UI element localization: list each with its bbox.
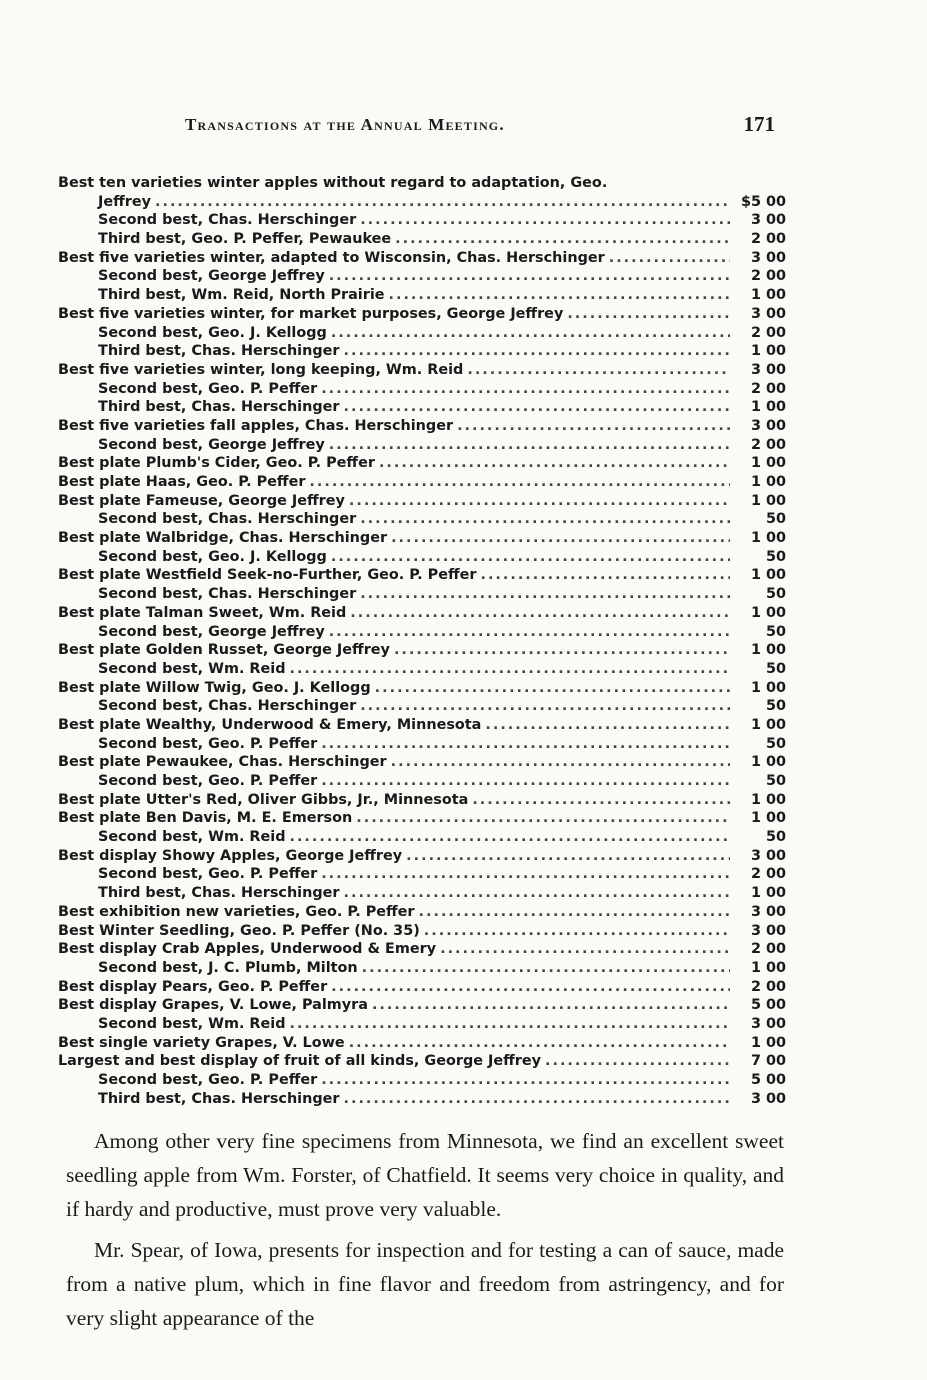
dot-leader [329, 436, 730, 455]
dot-leader [379, 454, 730, 473]
award-row [58, 809, 786, 828]
award-row [58, 398, 786, 417]
award-row [58, 529, 786, 548]
award-description: Best exhibition new varieties, Geo. P. Peffer [58, 903, 415, 920]
award-amount: 2 00 [750, 436, 786, 453]
award-row [58, 697, 786, 716]
award-description: Second best, Chas. Herschinger [98, 511, 357, 528]
award-amount: 50 [765, 623, 786, 640]
award-amount: 2 00 [750, 866, 786, 883]
dot-leader [356, 809, 730, 828]
award-description: Best plate Golden Russet, George Jeffrey [58, 642, 390, 659]
award-row [58, 884, 786, 903]
award-row [58, 847, 786, 866]
award-row [58, 510, 786, 529]
award-row [58, 922, 786, 941]
award-amount: 50 [765, 735, 786, 752]
dot-leader [362, 959, 730, 978]
award-description: Third best, Chas. Herschinger [98, 885, 340, 902]
award-description: Second best, Geo. J. Kellogg [98, 324, 327, 341]
award-description: Second best, George Jeffrey [98, 436, 325, 453]
award-amount: 1 00 [750, 642, 786, 659]
dot-leader [406, 847, 730, 866]
dot-leader [155, 193, 730, 212]
dot-leader [360, 211, 730, 230]
award-description: Third best, Wm. Reid, North Prairie [98, 287, 385, 304]
award-description: Third best, Chas. Herschinger [98, 399, 340, 416]
award-row [58, 193, 786, 212]
dot-leader [360, 697, 730, 716]
award-row [58, 716, 786, 735]
dot-leader [467, 361, 730, 380]
award-amount: 50 [765, 511, 786, 528]
award-amount: 3 00 [750, 922, 786, 939]
award-description: Best display Grapes, V. Lowe, Palmyra [58, 997, 368, 1014]
dot-leader [395, 230, 730, 249]
award-description: Second best, George Jeffrey [98, 268, 325, 285]
award-amount: 3 00 [750, 212, 786, 229]
dot-leader [344, 398, 730, 417]
award-row [58, 1015, 786, 1034]
dot-leader [360, 585, 730, 604]
award-amount: 1 00 [750, 716, 786, 733]
award-description: Best five varieties winter, for market purposes, George Jeffrey [58, 305, 564, 322]
award-amount: 1 00 [750, 791, 786, 808]
award-description: Best plate Plumb's Cider, Geo. P. Peffer [58, 455, 375, 472]
award-row [58, 324, 786, 343]
award-row [58, 566, 786, 585]
award-description: Second best, Chas. Herschinger [98, 212, 357, 229]
award-amount: 1 00 [750, 455, 786, 472]
award-description: Best plate Haas, Geo. P. Peffer [58, 474, 306, 490]
award-row [58, 978, 786, 997]
award-amount: 2 00 [750, 231, 786, 248]
award-amount: 1 00 [750, 959, 786, 976]
award-description: Second best, Geo. P. Peffer [98, 735, 318, 752]
award-amount: 1 00 [750, 492, 786, 509]
award-row [58, 436, 786, 455]
award-row [58, 996, 786, 1015]
dot-leader [321, 772, 730, 791]
award-row [58, 828, 786, 847]
award-amount: 3 00 [750, 249, 786, 266]
award-row [58, 417, 786, 436]
award-description: Best display Showy Apples, George Jeffrey [58, 847, 403, 864]
award-row [58, 623, 786, 642]
dot-leader [329, 623, 730, 642]
award-amount: 1 00 [750, 1034, 786, 1051]
dot-leader [349, 492, 730, 511]
award-amount: 1 00 [750, 530, 786, 547]
award-description: Best plate Willow Twig, Geo. J. Kellogg [58, 679, 371, 696]
dot-leader [321, 735, 730, 754]
dot-leader [391, 753, 730, 772]
award-description: Second best, Wm. Reid [98, 1015, 286, 1032]
award-description: Best plate Talman Sweet, Wm. Reid [58, 604, 347, 621]
body-text [66, 1124, 784, 1335]
award-amount: 7 00 [750, 1053, 786, 1070]
award-amount: 1 00 [750, 567, 786, 584]
award-description: Second best, Geo. P. Peffer [98, 1072, 318, 1088]
dot-leader [344, 884, 730, 903]
award-row [58, 454, 786, 473]
award-row [58, 791, 786, 810]
dot-leader [419, 903, 730, 922]
award-description: Best plate Ben Davis, M. E. Emerson [58, 810, 353, 827]
award-amount: 50 [765, 698, 786, 715]
dot-leader [290, 660, 731, 679]
award-amount: 50 [765, 660, 786, 677]
award-row [58, 903, 786, 922]
dot-leader [389, 286, 730, 305]
dot-leader [349, 1034, 730, 1053]
award-description: Second best, Geo. P. Peffer [98, 380, 318, 397]
award-description: Best single variety Grapes, V. Lowe [58, 1034, 345, 1051]
award-amount: 3 00 [750, 361, 786, 378]
award-amount: 3 00 [750, 903, 786, 920]
award-amount: 3 00 [750, 305, 786, 322]
award-amount: 1 00 [750, 399, 786, 416]
dot-leader [350, 604, 730, 623]
award-row [58, 959, 786, 978]
paragraph: Among other very fine specimens from Minnesota, we find an excellent sweet seedling apple from Wm. Forster, of Chatfield. It seems very choice in quality, and if hardy and productive, must prove very valuable. [66, 1129, 784, 1222]
award-row [58, 473, 786, 492]
dot-leader [567, 305, 730, 324]
paragraph: Mr. Spear, of Iowa, presents for inspection and for testing a can of sauce, made from a native plum, which in fine flavor and freedom from astringency, and for very slight appearance of the [66, 1237, 784, 1331]
dot-leader [545, 1052, 730, 1071]
award-amount: 1 00 [750, 604, 786, 621]
award-description: Second best, Geo. J. Kellogg [98, 548, 327, 565]
award-amount: 2 00 [750, 978, 786, 995]
page-header [185, 112, 775, 142]
award-amount: 3 00 [750, 417, 786, 434]
award-description: Best five varieties winter, adapted to Wisconsin, Chas. Herschinger [58, 249, 605, 266]
award-description: Third best, Chas. Herschinger [98, 343, 340, 360]
award-row [58, 753, 786, 772]
award-description: Best Winter Seedling, Geo. P. Peffer (No. 35) [58, 922, 420, 939]
award-amount: 3 00 [750, 1015, 786, 1032]
award-row [58, 641, 786, 660]
award-row [58, 585, 786, 604]
dot-leader [321, 1071, 730, 1090]
dot-leader [309, 473, 730, 492]
award-row [58, 174, 786, 193]
award-row [58, 772, 786, 791]
award-amount: 50 [765, 829, 786, 846]
award-description: Second best, Chas. Herschinger [98, 698, 357, 715]
premium-list [58, 174, 786, 1108]
award-row [58, 286, 786, 305]
award-row [58, 230, 786, 249]
page-number: 171 [743, 112, 775, 136]
award-description: Best display Pears, Geo. P. Peffer [58, 978, 328, 995]
award-description: Best plate Walbridge, Chas. Herschinger [58, 530, 388, 547]
dot-leader [609, 249, 730, 268]
award-amount: 1 00 [750, 885, 786, 902]
award-row [58, 211, 786, 230]
dot-leader [331, 548, 730, 567]
award-row [58, 604, 786, 623]
award-row [58, 1071, 786, 1090]
award-row [58, 940, 786, 959]
award-amount: 1 00 [750, 343, 786, 360]
dot-leader [372, 996, 730, 1015]
award-amount: 1 00 [750, 679, 786, 696]
award-description: Best plate Fameuse, George Jeffrey [58, 492, 345, 509]
award-description: Best display Crab Apples, Underwood & Emery [58, 941, 437, 958]
award-description: Best plate Pewaukee, Chas. Herschinger [58, 754, 387, 771]
award-row [58, 492, 786, 511]
award-description: Best plate Westfield Seek-no-Further, Geo. P. Peffer [58, 567, 477, 584]
award-row [58, 660, 786, 679]
dot-leader [321, 380, 730, 399]
dot-leader [457, 417, 730, 436]
award-row [58, 1052, 786, 1071]
award-description: Third best, Geo. P. Peffer, Pewaukee [98, 231, 392, 248]
award-row [58, 380, 786, 399]
award-description: Best five varieties winter, long keeping, Wm. Reid [58, 361, 464, 378]
award-row [58, 865, 786, 884]
award-row [58, 679, 786, 698]
award-amount: 2 00 [750, 380, 786, 397]
dot-leader [331, 978, 730, 997]
award-amount: 2 00 [750, 324, 786, 341]
dot-leader [290, 1015, 731, 1034]
dot-leader [424, 922, 730, 941]
award-amount: 50 [765, 548, 786, 565]
award-row [58, 735, 786, 754]
award-description: Second best, Wm. Reid [98, 829, 286, 846]
award-description: Best plate Utter's Red, Oliver Gibbs, Jr., Minnesota [58, 791, 469, 808]
award-description: Second best, George Jeffrey [98, 623, 325, 640]
award-amount: 1 00 [750, 287, 786, 304]
award-description: Third best, Chas. Herschinger [98, 1090, 340, 1107]
award-amount: 5 00 [750, 1072, 786, 1088]
dot-leader [344, 1090, 730, 1109]
award-amount: 2 00 [750, 268, 786, 285]
award-description: Best five varieties fall apples, Chas. Herschinger [58, 417, 454, 434]
dot-leader [480, 566, 730, 585]
dot-leader [344, 342, 730, 361]
dot-leader [394, 641, 730, 660]
award-description: Second best, Geo. P. Peffer [98, 866, 318, 883]
award-amount: 1 00 [750, 474, 786, 490]
award-amount: 2 00 [750, 941, 786, 958]
dot-leader [290, 828, 731, 847]
award-description: Second best, Chas. Herschinger [98, 586, 357, 603]
award-amount: 3 00 [750, 1090, 786, 1107]
award-description: Best ten varieties winter apples without regard to adaptation, Geo. [58, 175, 608, 191]
award-description: Jeffrey [98, 193, 152, 210]
award-row [58, 548, 786, 567]
award-row [58, 249, 786, 268]
award-row [58, 305, 786, 324]
dot-leader [360, 510, 730, 529]
award-row [58, 361, 786, 380]
dot-leader [485, 716, 730, 735]
award-amount: 1 00 [750, 810, 786, 827]
award-description: Largest and best display of fruit of all kinds, George Jeffrey [58, 1053, 542, 1070]
award-row [58, 267, 786, 286]
dot-leader [331, 324, 730, 343]
award-description: Best plate Wealthy, Underwood & Emery, Minnesota [58, 716, 482, 733]
dot-leader [391, 529, 730, 548]
award-row [58, 1090, 786, 1109]
dot-leader [375, 679, 730, 698]
dot-leader [472, 791, 730, 810]
running-head: Transactions at the Annual Meeting. [185, 115, 505, 134]
dot-leader [440, 940, 730, 959]
award-amount: 3 00 [750, 847, 786, 864]
award-description: Second best, Geo. P. Peffer [98, 773, 318, 789]
award-amount: 50 [765, 586, 786, 603]
dot-leader [329, 267, 730, 286]
award-amount: $5 00 [740, 193, 786, 210]
award-row [58, 342, 786, 361]
award-amount: 1 00 [750, 754, 786, 771]
award-row [58, 1034, 786, 1053]
award-amount: 50 [765, 773, 786, 789]
dot-leader [321, 865, 730, 884]
award-description: Second best, J. C. Plumb, Milton [98, 959, 358, 976]
award-description: Second best, Wm. Reid [98, 660, 286, 677]
award-amount: 5 00 [750, 997, 786, 1014]
